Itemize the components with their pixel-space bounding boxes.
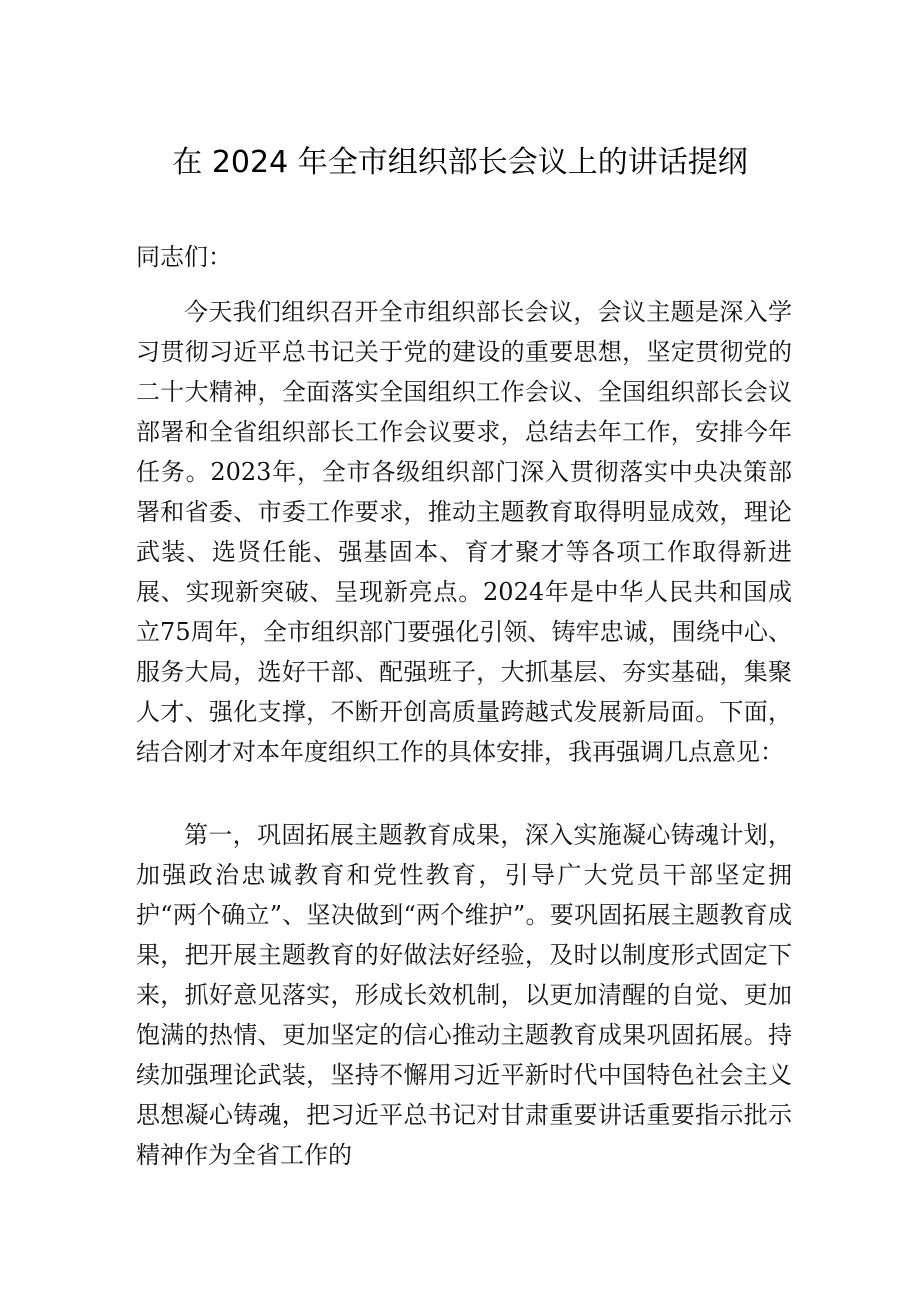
salutation: 同志们： [136, 243, 232, 271]
document-title: 在 2024 年全市组织部长会议上的讲话提纲 [172, 145, 748, 181]
paragraph-first-point: 第一，巩固拓展主题教育成果，深入实施凝心铸魂计划，加强政治忠诚教育和党性教育，引导广大党员干部坚定拥护“两个确立”、坚决做到“两个维护”。要巩固拓展主题教育成果，把开展主题教育的好做法好经验，及时以制度形式固定下来，抓好意见落实，形成长效机制，以更加清醒的自觉、更加饱满的热情、更加坚定的信心推动主题教育成果巩固拓展。持续加强理论武装，坚持不懈用习近平新时代中国特色社会主义思想凝心铸魂，把习近平总书记对甘肃重要讲话重要指示批示精神作为全省工作的 [136, 821, 792, 1169]
paragraph-intro: 今天我们组织召开全市组织部长会议，会议主题是深入学习贯彻习近平总书记关于党的建设的重要思想，坚定贯彻党的二十大精神，全面落实全国组织工作会议、全国组织部长会议部署和全省组织部长工作会议要求，总结去年工作，安排今年任务。2023年，全市各级组织部门深入贯彻落实中央决策部署和省委、市委工作要求，推动主题教育取得明显成效，理论武装、选贤任能、强基固本、育才聚才等各项工作取得新进展、实现新突破、呈现新亮点。2024年是中华人民共和国成立75周年，全市组织部门要强化引领、铸牢忠诚，围绕中心、服务大局，选好干部、配强班子，大抓基层、夯实基础，集聚人才、强化支撑，不断开创高质量跨越式发展新局面。下面，结合刚才对本年度组织工作的具体安排，我再强调几点意见： [136, 298, 792, 766]
